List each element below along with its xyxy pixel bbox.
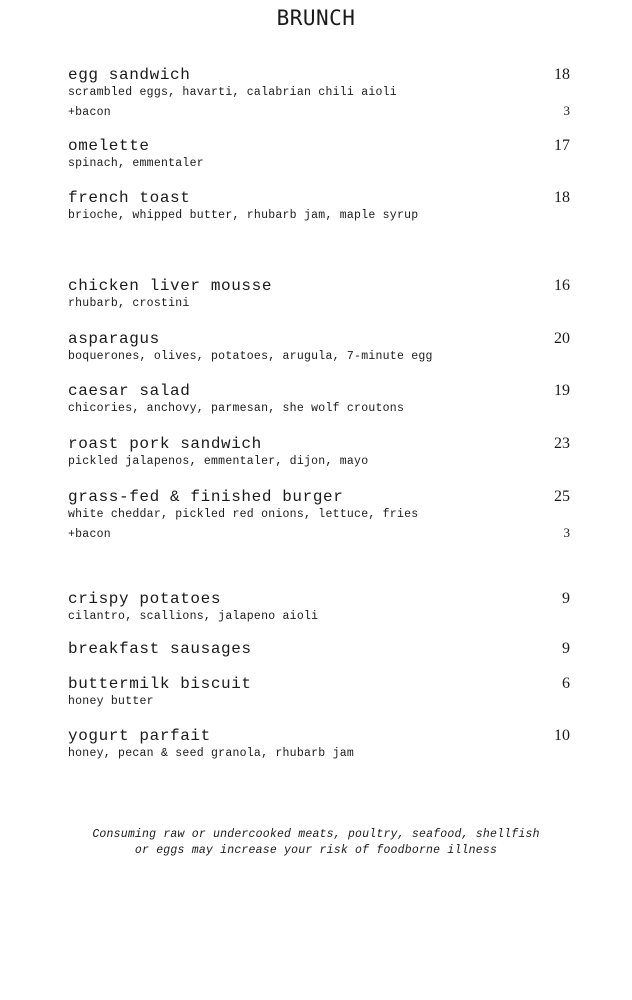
addon-label: +bacon [68,106,111,119]
menu-item [68,434,570,470]
menu-item [68,329,570,365]
item-price: 18 [554,189,570,206]
menu-item [68,726,570,762]
item-description: spinach, emmentaler [68,157,204,170]
item-description: chicories, anchovy, parmesan, she wolf croutons [68,402,405,415]
item-price: 9 [562,590,570,607]
item-name: asparagus [68,330,160,348]
item-description: white cheddar, pickled red onions, lettuce, fries [68,508,419,521]
item-name: roast pork sandwich [68,435,262,453]
item-description: brioche, whipped butter, rhubarb jam, maple syrup [68,209,419,222]
item-price: 9 [562,640,570,657]
disclaimer-line: Consuming raw or undercooked meats, poultry, seafood, shellfish [92,828,540,841]
item-description: cilantro, scallions, jalapeno aioli [68,610,319,623]
item-price: 17 [554,137,570,154]
menu-item [68,639,570,659]
item-name: breakfast sausages [68,640,252,658]
item-name: buttermilk biscuit [68,675,252,693]
item-name: chicken liver mousse [68,277,273,295]
item-price: 20 [554,330,570,347]
menu-item [68,487,570,543]
menu-title: BRUNCH [276,6,356,30]
addon-price: 3 [563,103,570,118]
item-description: honey butter [68,695,154,708]
disclaimer-line: or eggs may increase your risk of foodborne illness [134,844,498,857]
item-price: 6 [562,675,570,692]
item-name: crispy potatoes [68,590,222,608]
menu-item [68,136,570,172]
item-description: pickled jalapenos, emmentaler, dijon, mayo [68,455,369,468]
item-name: omelette [68,137,150,155]
item-name: grass-fed & finished burger [68,488,344,506]
menu-item [68,589,570,625]
addon-price: 3 [563,525,570,540]
item-description: scrambled eggs, havarti, calabrian chili aioli [68,86,397,99]
item-price: 23 [554,435,570,452]
item-name: egg sandwich [68,66,191,84]
item-name: yogurt parfait [68,727,211,745]
item-description: boquerones, olives, potatoes, arugula, 7-minute egg [68,350,433,363]
item-price: 19 [554,382,570,399]
menu-item [68,674,570,710]
item-price: 10 [554,727,570,744]
health-disclaimer [0,827,632,859]
item-name: caesar salad [68,382,191,400]
menu-item [68,276,570,312]
menu-item [68,188,570,224]
menu-item [68,381,570,417]
item-price: 16 [554,277,570,294]
item-name: french toast [68,189,191,207]
menu-item [68,65,570,121]
addon-label: +bacon [68,528,111,541]
item-description: honey, pecan & seed granola, rhubarb jam [68,747,355,760]
item-description: rhubarb, crostini [68,297,190,310]
item-price: 25 [554,488,570,505]
item-price: 18 [554,66,570,83]
